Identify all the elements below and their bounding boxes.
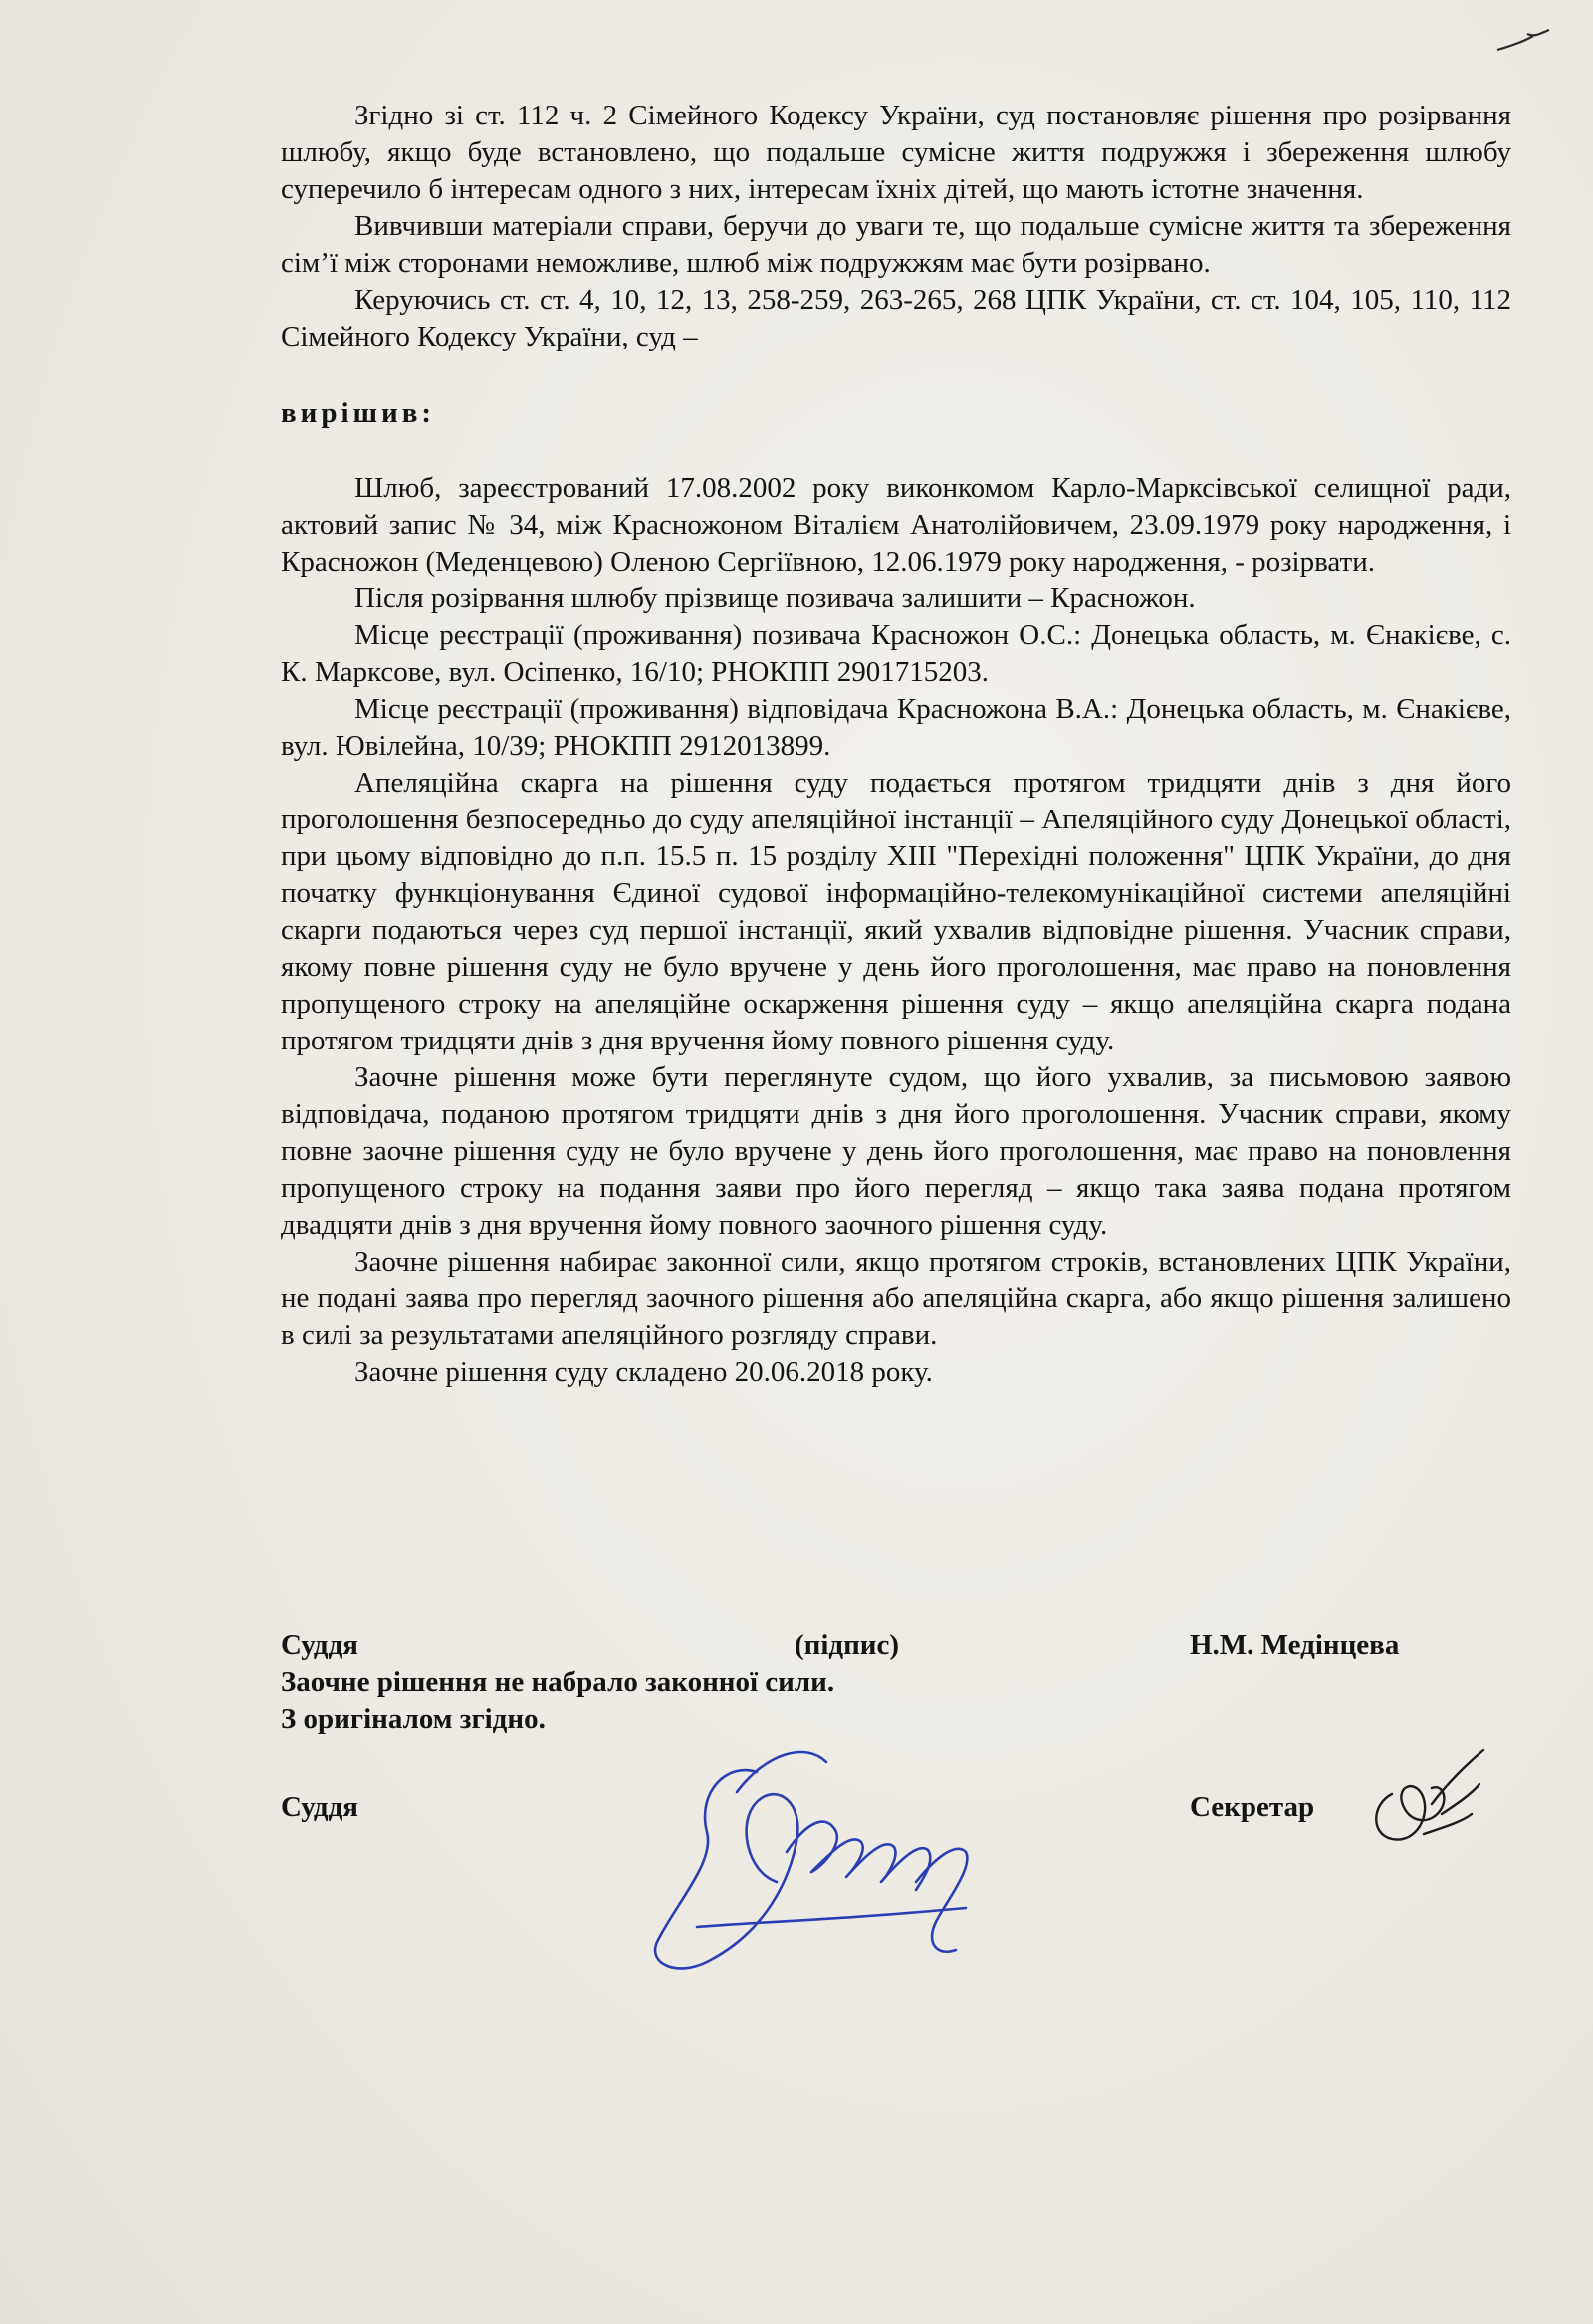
corner-pen-mark <box>1493 28 1553 58</box>
signed-label: (підпис) <box>795 1629 900 1661</box>
paragraph: Місце реєстрації (проживання) позивача Красножон О.С.: Донецька область, м. Єнакієве, с. К. Марксове, вул. Осіпенко, 16/10; РНОКПП 2901715203. <box>281 619 1511 688</box>
judge-label: Суддя <box>281 1629 358 1661</box>
paragraph: Заочне рішення набирає законної сили, якщо протягом строків, встановлених ЦПК України, не подані заява про перегляд заочного рішення або апеляційна скарга, або якщо рішення залишено в силі за результатами апеляційного розгляду справи. <box>281 1246 1511 1351</box>
paragraph: Згідно зі ст. 112 ч. 2 Сімейного Кодексу України, суд постановляє рішення про розірвання шлюбу, якщо буде встановлено, що подальше сумісне життя подружжя і збереження шлюбу суперечило б інтересам одного з них, інтересам їхніх дітей, що мають істотне значення. <box>281 100 1511 205</box>
decision-heading: вирішив: <box>281 397 436 429</box>
not-in-force-note: Заочне рішення не набрало законної сили. <box>281 1666 835 1698</box>
paragraph: Заочне рішення суду складено 20.06.2018 року. <box>354 1356 933 1388</box>
judge-label-2: Суддя <box>281 1791 358 1823</box>
secretary-signature <box>1362 1744 1491 1854</box>
paragraph: Після розірвання шлюбу прізвище позивача залишити – Красножон. <box>354 582 1196 614</box>
paragraph: Шлюб, зареєстрований 17.08.2002 року виконкомом Карло-Марксівської селищної ради, актовий запис № 34, між Красножоном Віталієм Анатолійовичем, 23.09.1979 року народження, і Красножон (Меденцевою) Оленою Сергіївною, 12.06.1979 року народження, - розірвати. <box>281 472 1511 578</box>
paragraph: Місце реєстрації (проживання) відповідача Красножона В.А.: Донецька область, м. Єнакієве, вул. Ювілейна, 10/39; РНОКПП 2912013899. <box>281 693 1511 762</box>
secretary-label: Секретар <box>1190 1791 1315 1823</box>
judge-signature <box>637 1733 1016 1981</box>
paragraph: Апеляційна скарга на рішення суду подається протягом тридцяти днів з дня його проголошення безпосередньо до суду апеляційної інстанції – Апеляційного суду Донецької області, при цьому відповідно до п.п. 15.5 п. 15 розділу ХІІІ "Перехідні положення" ЦПК України, до дня початку функціонування Єдиної судової інформаційно-телекомунікаційної системи апеляційні скарги подаються через суд першої інстанції, який ухвалив відповідне рішення. Учасник справи, якому повне рішення суду не було вручене у день його проголошення, має право на поновлення пропущеного строку на апеляційне оскарження рішення суду – якщо апеляційна скарга подана протягом тридцяти днів з дня вручення йому повного рішення суду. <box>281 767 1511 1056</box>
copy-true-note: З оригіналом згідно. <box>281 1703 546 1735</box>
judge-name: Н.М. Медінцева <box>1190 1629 1400 1661</box>
document-body <box>281 98 1511 1391</box>
paragraph: Вивчивши матеріали справи, беручи до уваги те, що подальше сумісне життя та збереження сім’ї між сторонами неможливе, шлюб між подружжям має бути розірвано. <box>281 210 1511 279</box>
paragraph: Заочне рішення може бути переглянуте судом, що його ухвалив, за письмовою заявою відповідача, поданою протягом тридцяти днів з дня його проголошення. Учасник справи, якому повне заочне рішення суду не було вручене у день його проголошення, має право на поновлення пропущеного строку на подання заяви про його перегляд – якщо така заява подана протягом двадцяти днів з дня вручення йому повного заочного рішення суду. <box>281 1061 1511 1241</box>
paragraph: Керуючись ст. ст. 4, 10, 12, 13, 258-259, 263-265, 268 ЦПК України, ст. ст. 104, 105, 110, 112 Сімейного Кодексу України, суд – <box>281 284 1511 352</box>
